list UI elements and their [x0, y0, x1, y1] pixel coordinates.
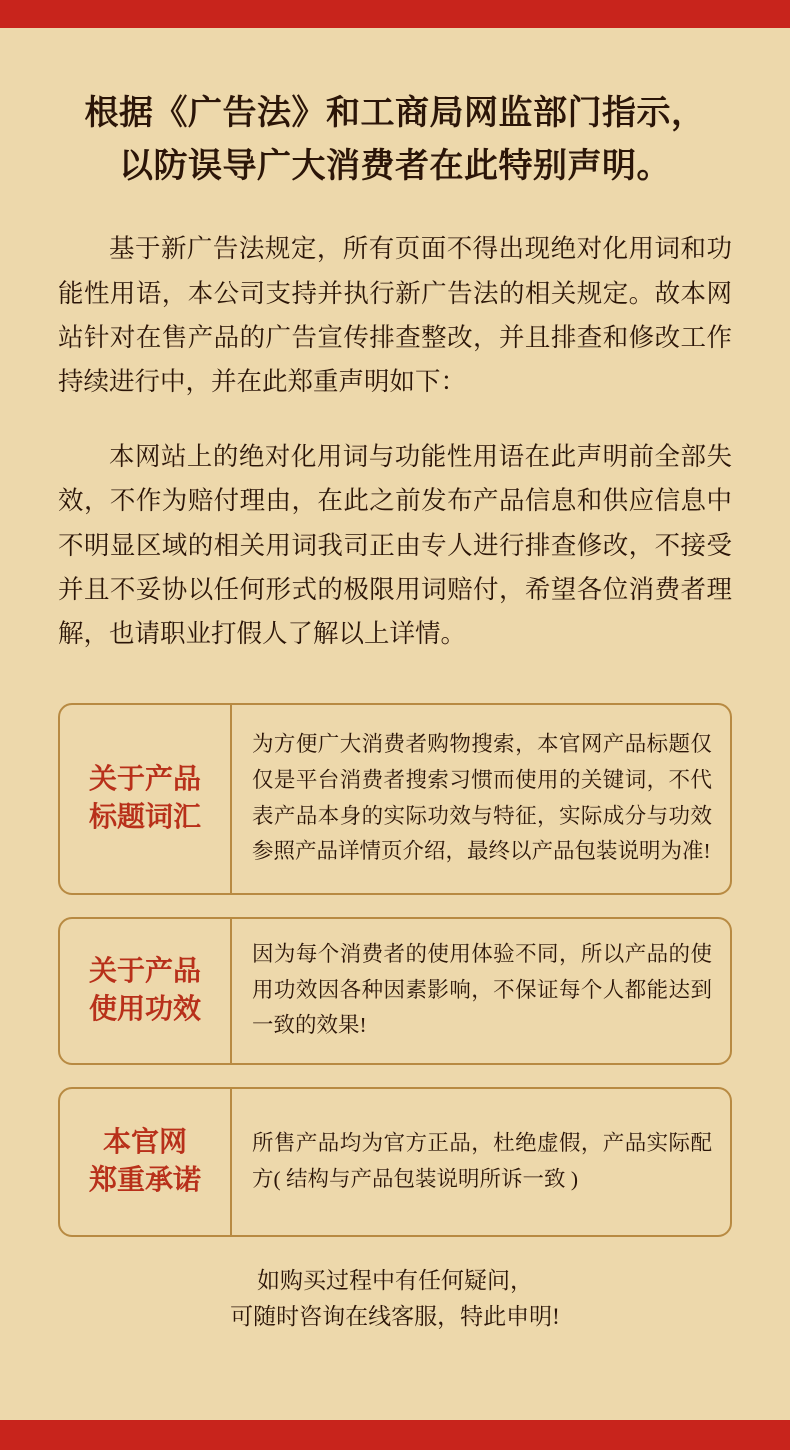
statement-box-official-promise [58, 1087, 732, 1237]
footer-note [58, 1263, 732, 1337]
statement-box-label-line-2: 标题词汇 [88, 801, 201, 833]
statement-box-list [58, 703, 732, 1237]
statement-box-label [60, 705, 232, 893]
statement-box-label-line-1: 关于产品 [88, 764, 201, 796]
statement-box-body: 因为每个消费者的使用体验不同，所以产品的使用功效因各种因素影响，不保证每个人都能达到一致的效果! [252, 942, 712, 1038]
page-title-line-2: 以防误导广大消费者在此特别声明。 [119, 147, 671, 185]
statement-paragraph-1: 基于新广告法规定，所有页面不得出现绝对化用词和功能性用语，本公司支持并执行新广告法的相关规定。故本网站针对在售产品的广告宣传排查整改，并且排查和修改工作持续进行中，并在此郑重声明如下： [58, 234, 732, 397]
statement-paragraph-2: 本网站上的绝对化用词与功能性用语在此声明前全部失效，不作为赔付理由，在此之前发布产品信息和供应信息中不明显区域的相关用词我司正由专人进行排查修改，不接受并且不妥协以任何形式的极限用词赔付，希望各位消费者理解，也请职业打假人了解以上详情。 [58, 441, 732, 649]
footer-note-line-1: 如购买过程中有任何疑问， [257, 1267, 533, 1293]
statement-box-label-line-1: 关于产品 [88, 956, 201, 988]
statement-box-body: 所售产品均为官方正品，杜绝虚假，产品实际配方( 结构与产品包装说明所诉一致 ) [252, 1130, 712, 1191]
footer-note-line-2: 可随时咨询在线客服，特此申明! [230, 1304, 560, 1330]
page-title [58, 88, 732, 193]
statement-box-label-line-2: 使用功效 [88, 993, 201, 1025]
statement-box-label [60, 919, 232, 1063]
page-title-line-1: 根据《广告法》和工商局网监部门指示， [84, 95, 706, 132]
statement-box-product-effect [58, 917, 732, 1065]
statement-box-label-line-1: 本官网 [102, 1127, 187, 1159]
statement-panel [0, 28, 790, 1420]
statement-box-body: 为方便广大消费者购物搜索，本官网产品标题仅仅是平台消费者搜索习惯而使用的关键词，不代表产品本身的实际功效与特征，实际成分与功效参照产品详情页介绍，最终以产品包装说明为准! [252, 732, 712, 864]
statement-box-label-line-2: 郑重承诺 [88, 1164, 201, 1196]
statement-box-label [60, 1089, 232, 1235]
statement-box-product-title [58, 703, 732, 895]
